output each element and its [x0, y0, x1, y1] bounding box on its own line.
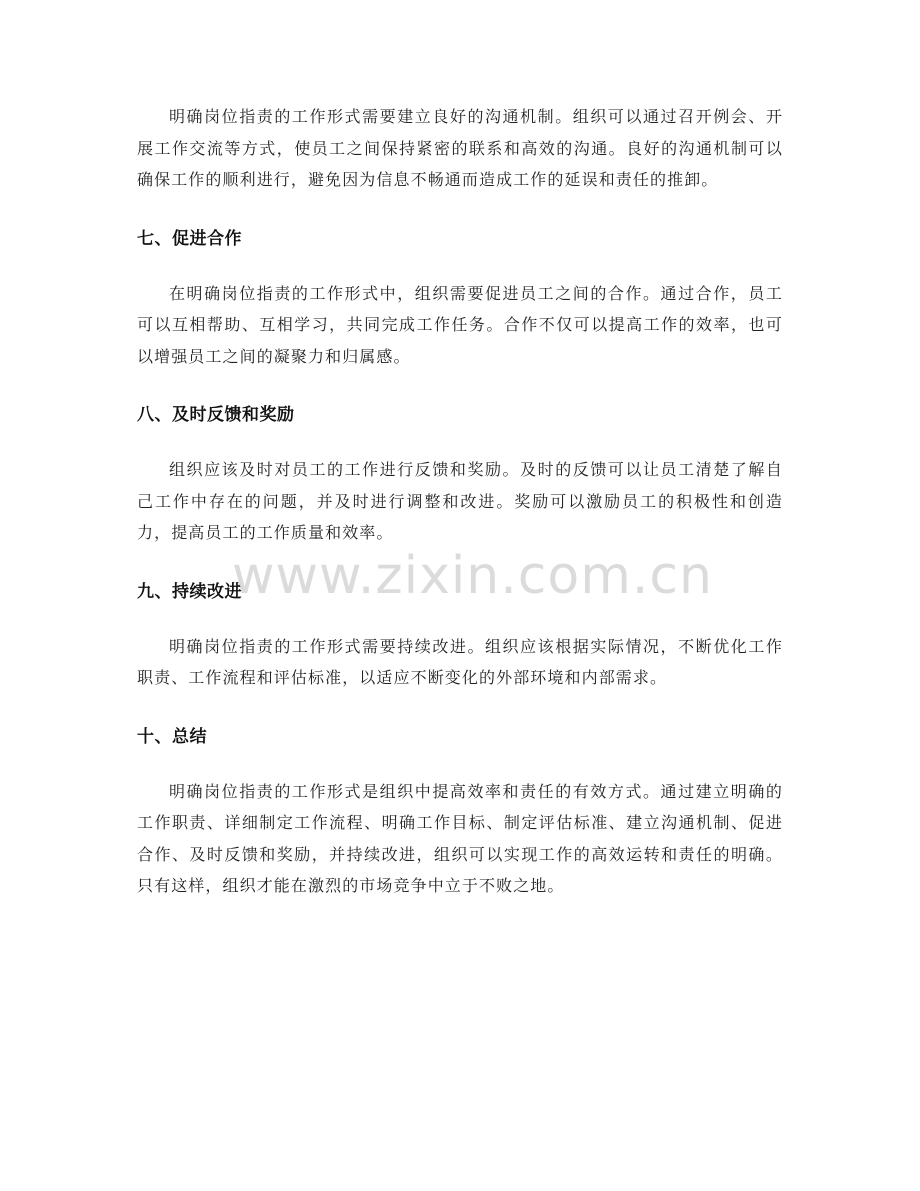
- section-body-cooperation: 在明确岗位指责的工作形式中，组织需要促进员工之间的合作。通过合作，员工可以互相帮助、互相学习，共同完成工作任务。合作不仅可以提高工作的效率，也可以增强员工之间的凝聚力和归属感。: [137, 283, 783, 366]
- intro-paragraph: 明确岗位指责的工作形式需要建立良好的沟通机制。组织可以通过召开例会、开展工作交流等方式，使员工之间保持紧密的联系和高效的沟通。良好的沟通机制可以确保工作的顺利进行，避免因为信息不畅通而造成工作的延误和责任的推卸。: [137, 107, 783, 189]
- section-heading-summary: 十、总结: [137, 726, 207, 747]
- watermark-text: www.zixin.com.cn: [232, 546, 713, 606]
- section-body-summary: 明确岗位指责的工作形式是组织中提高效率和责任的有效方式。通过建立明确的工作职责、详细制定工作流程、明确工作目标、制定评估标准、建立沟通机制、促进合作、及时反馈和奖励，并持续改进，组织可以实现工作的高效运转和责任的明确。只有这样，组织才能在激烈的市场竞争中立于不败之地。: [137, 781, 783, 895]
- section-heading-cooperation: 七、促进合作: [137, 228, 242, 249]
- section-heading-feedback: 八、及时反馈和奖励: [137, 405, 295, 425]
- section-heading-improvement: 九、持续改进: [137, 581, 242, 602]
- section-body-improvement: 明确岗位指责的工作形式需要持续改进。组织应该根据实际情况，不断优化工作职责、工作流程和评估标准，以适应不断变化的外部环境和内部需求。: [137, 636, 783, 687]
- section-body-feedback: 组织应该及时对员工的工作进行反馈和奖励。及时的反馈可以让员工清楚了解自己工作中存在的问题，并及时进行调整和改进。奖励可以激励员工的积极性和创造力，提高员工的工作质量和效率。: [137, 460, 783, 542]
- document-body: [137, 101, 783, 902]
